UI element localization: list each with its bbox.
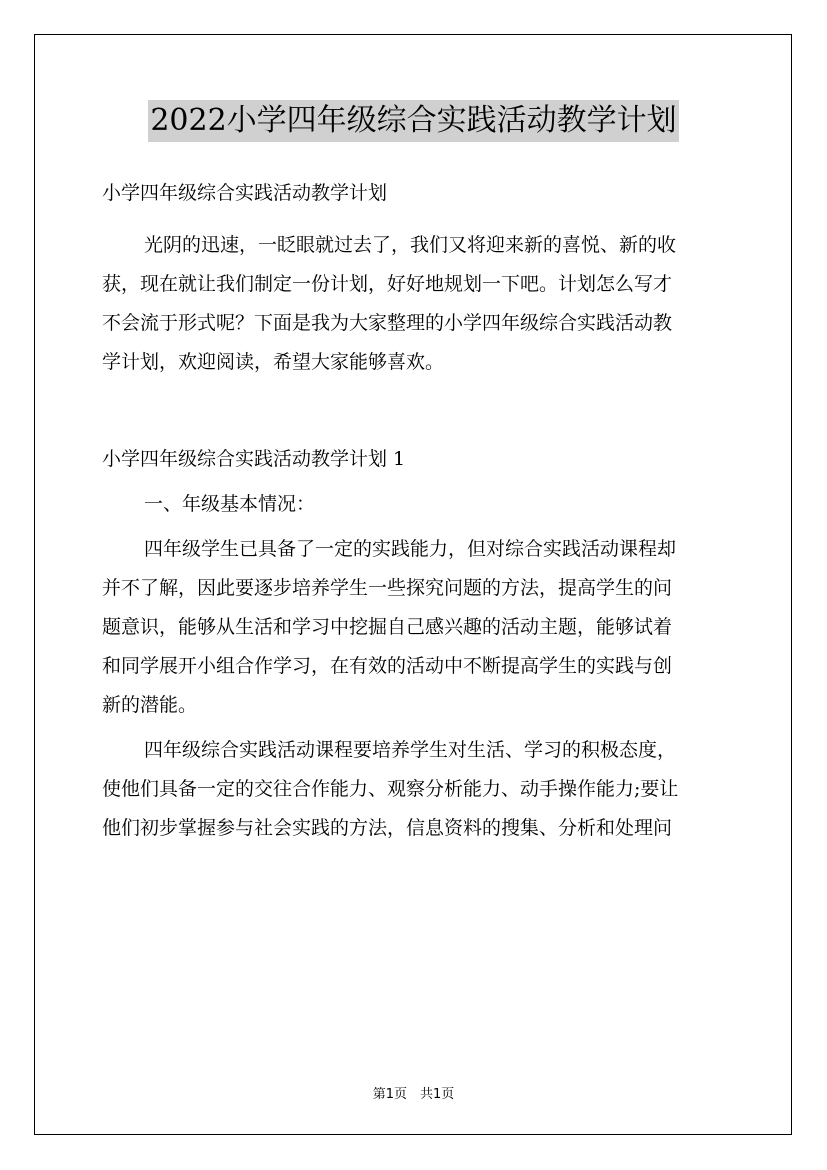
- paragraph-line: 学计划，欢迎阅读，希望大家能够喜欢。: [102, 351, 445, 373]
- section-title: 小学四年级综合实践活动教学计划 1: [102, 448, 406, 470]
- section-heading: 一、年级基本情况：: [144, 493, 316, 515]
- paragraph-2: [102, 731, 728, 848]
- paragraph-line: 四年级学生已具备了一定的实践能力，但对综合实践活动课程却: [144, 538, 677, 560]
- page-footer: 第1页 共1页: [372, 1087, 455, 1102]
- paragraph-line: 题意识，能够从生活和学习中挖掘自己感兴趣的活动主题，能够试着: [102, 616, 673, 638]
- document-body: [102, 174, 728, 848]
- document-title: 2022小学四年级综合实践活动教学计划: [148, 100, 678, 142]
- paragraph-line: 光阴的迅速，一眨眼就过去了，我们又将迎来新的喜悦、新的收: [144, 234, 677, 256]
- document-subtitle: 小学四年级综合实践活动教学计划: [102, 182, 388, 204]
- paragraph-line: 并不了解，因此要逐步培养学生一些探究问题的方法，提高学生的问: [102, 577, 673, 599]
- paragraph-line: 不会流于形式呢？下面是我为大家整理的小学四年级综合实践活动教: [102, 312, 673, 334]
- paragraph-line: 使他们具备一定的交往合作能力、观察分析能力、动手操作能力;要让: [102, 778, 679, 800]
- intro-paragraph: [102, 226, 728, 382]
- paragraph-1: [102, 530, 728, 725]
- paragraph-line: 新的潜能。: [102, 694, 198, 716]
- title-container: [0, 100, 827, 142]
- paragraph-line: 他们初步掌握参与社会实践的方法，信息资料的搜集、分析和处理问: [102, 817, 673, 839]
- paragraph-line: 四年级综合实践活动课程要培养学生对生活、学习的积极态度，: [144, 739, 677, 761]
- paragraph-line: 和同学展开小组合作学习，在有效的活动中不断提高学生的实践与创: [102, 655, 673, 677]
- paragraph-line: 获，现在就让我们制定一份计划，好好地规划一下吧。计划怎么写才: [102, 273, 673, 295]
